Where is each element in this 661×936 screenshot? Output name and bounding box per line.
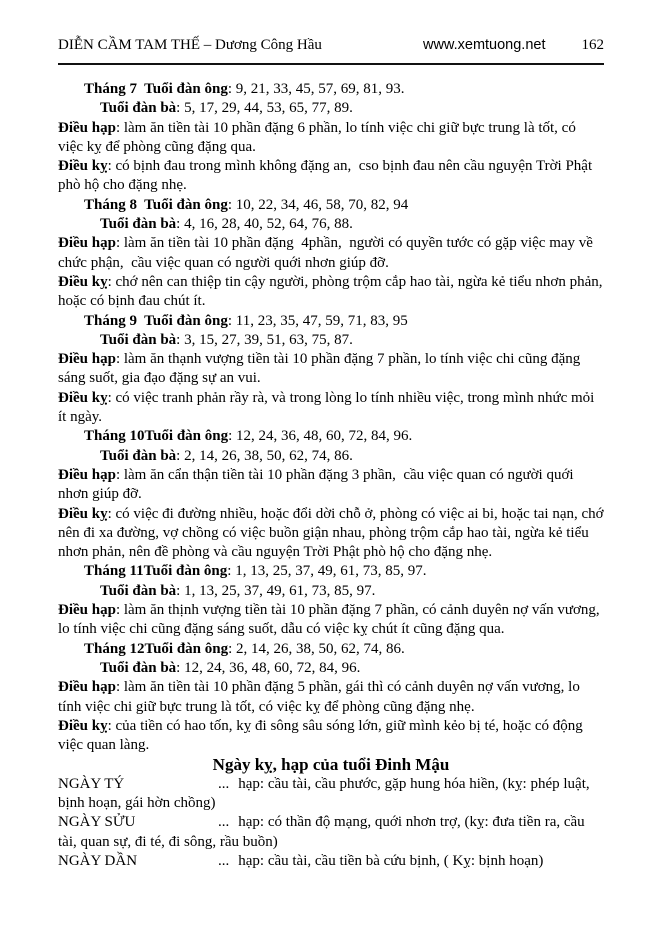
page-number: 162 (581, 37, 604, 53)
day-name: NGÀY SỬU (58, 814, 136, 831)
book-title: DIỄN CẦM TAM THẾ – Dương Công Hầu (58, 37, 322, 53)
month-block-7 (58, 80, 604, 196)
day-row-suu (58, 813, 604, 852)
days-section-heading: Ngày kỵ, hạp của tuổi Đinh Mậu (212, 755, 450, 775)
ky-paragraph (58, 389, 604, 428)
month-women-label: Tuổi đàn bà (100, 100, 177, 117)
day-text: hạp: có thần độ mạng, quới nhơn trợ, (kỵ: đưa tiền ra, cầu tài, quan sự, đi té, đi sông, rầu buồn) (58, 814, 589, 850)
ky-paragraph (58, 717, 604, 756)
day-dots: ... (218, 775, 230, 792)
hap-text: : làm ăn tiền tài 10 phần đặng 6 phần, lo tính việc chi giữ bực trung là tốt, có việc kỵ để phòng cũng đặng qua. (58, 119, 580, 155)
website-url: www.xemtuong.net (422, 37, 546, 53)
hap-paragraph (58, 119, 604, 158)
ky-label: Điều kỵ (58, 273, 108, 290)
hap-paragraph (58, 466, 604, 505)
month-women-values: : 4, 16, 28, 40, 52, 64, 76, 88. (176, 216, 353, 233)
hap-label: Điều hạp (58, 679, 116, 696)
month-women-line (58, 582, 604, 601)
ky-paragraph (58, 505, 608, 563)
day-row-ty (58, 775, 604, 814)
month-men-values: : 11, 23, 35, 47, 59, 71, 83, 95 (227, 312, 408, 329)
page-header (58, 36, 604, 55)
hap-text: : làm ăn tiền tài 10 phần đặng 5 phần, gái thì có cảnh duyên nợ vấn vương, lo tính việc chi giữ bực trung là tốt, có việc kỵ để phòng cũng đặng nhẹ. (58, 679, 584, 715)
day-name: NGÀY DẦN (58, 853, 138, 870)
day-text: hạp: cầu tài, cầu tiền bà cứu bịnh, ( Kỵ: bịnh hoạn) (238, 853, 544, 870)
month-women-values: : 12, 24, 36, 48, 60, 72, 84, 96. (176, 659, 361, 676)
month-block-12 (58, 640, 604, 756)
hap-text: : làm ăn thịnh vượng tiền tài 10 phần đặng 7 phần, có cảnh duyên nợ vấn vương, lo tính việc chi cũng đặng sáng suốt, dẫu có việc kỵ chút ít cũng đặng qua. (58, 602, 604, 638)
ky-text: : có việc đi đường nhiều, hoặc đổi dời chỗ ở, phòng có việc ai bi, hoặc tai nạn, chớ nên đi xa đường, vợ chồng có việc buồn giận nhau, phòng trộm cắp hao tài, ngừa kẻ tiểu nhơn phản, nên đề phòng và cầu nguyện Trời Phật phò hộ cho đặng nhẹ. (58, 505, 608, 561)
ky-text: : có bịnh đau trong mình không đặng an, cso bịnh đau nên cầu nguyện Trời Phật phò hộ cho đặng nhẹ. (58, 158, 596, 194)
ky-label: Điều kỵ (58, 158, 108, 175)
month-women-label: Tuổi đàn bà (100, 447, 177, 464)
month-men-heading: Tháng 12Tuổi đàn ông (84, 640, 229, 657)
ky-paragraph (58, 273, 607, 312)
month-men-line (58, 562, 604, 581)
day-text: hạp: cầu tài, cầu phước, gặp hung hóa hiền, (kỵ: phép luật, bịnh hoạn, gái hờn chồng) (58, 775, 594, 812)
day-dots: ... (218, 853, 230, 870)
day-name: NGÀY TÝ (58, 775, 125, 792)
month-men-line (58, 427, 604, 446)
month-women-line (58, 99, 604, 118)
hap-label: Điều hạp (58, 602, 116, 619)
month-block-9 (58, 312, 604, 428)
month-men-values: : 2, 14, 26, 38, 50, 62, 74, 86. (228, 640, 405, 657)
month-women-label: Tuổi đàn bà (100, 331, 177, 348)
month-men-heading: Tháng 7 Tuổi đàn ông (84, 81, 228, 97)
hap-label: Điều hạp (58, 235, 116, 252)
month-block-10 (58, 427, 608, 562)
month-men-values: : 1, 13, 25, 37, 49, 61, 73, 85, 97. (227, 563, 427, 580)
ky-text: : của tiền có hao tốn, kỵ đi sông sâu sóng lớn, giữ mình kẻo bị té, hoặc có động việc quan làng. (58, 717, 587, 754)
day-row-dan (58, 852, 604, 871)
month-men-heading: Tháng 9 Tuổi đàn ông (84, 312, 228, 329)
hap-paragraph (58, 678, 604, 717)
hap-paragraph (58, 601, 604, 640)
month-block-11 (58, 562, 604, 639)
ky-label: Điều kỵ (58, 505, 108, 522)
month-men-heading: Tháng 11Tuổi đàn ông (84, 563, 228, 580)
hap-text: : làm ăn thạnh vượng tiền tài 10 phần đặng 7 phần, lo tính việc chi cũng đặng sáng suốt, gia đạo đặng sự an vui. (58, 351, 584, 387)
month-women-label: Tuổi đàn bà (100, 659, 177, 676)
month-women-line (58, 659, 604, 678)
month-men-values: : 10, 22, 34, 46, 58, 70, 82, 94 (227, 196, 409, 213)
month-women-line (58, 447, 604, 466)
month-men-heading: Tháng 8 Tuổi đàn ông (84, 196, 228, 213)
month-men-values: : 12, 24, 36, 48, 60, 72, 84, 96. (228, 428, 413, 445)
month-men-values: : 9, 21, 33, 45, 57, 69, 81, 93. (227, 81, 405, 97)
month-women-label: Tuổi đàn bà (100, 216, 177, 233)
month-women-line (58, 331, 604, 350)
month-women-label: Tuổi đàn bà (100, 582, 177, 599)
month-men-line (58, 640, 604, 659)
hap-label: Điều hạp (58, 466, 116, 483)
month-women-line (58, 215, 604, 234)
month-women-values: : 1, 13, 25, 37, 49, 61, 73, 85, 97. (176, 582, 376, 599)
day-dots: ... (218, 814, 230, 831)
ky-label: Điều kỵ (58, 389, 108, 406)
month-women-values: : 2, 14, 26, 38, 50, 62, 74, 86. (176, 447, 353, 464)
month-block-8 (58, 196, 607, 312)
ky-paragraph (58, 157, 604, 196)
hap-paragraph (58, 234, 604, 273)
month-women-values: : 3, 15, 27, 39, 51, 63, 75, 87. (176, 331, 353, 348)
hap-text: : làm ăn cẩn thận tiền tài 10 phần đặng 3 phần, cầu việc quan có người quới nhơn giúp đỡ. (58, 466, 578, 503)
ky-text: : chớ nên can thiệp tin cậy người, phòng trộm cắp hao tài, ngừa kẻ tiểu nhơn phản, hoặc có bịnh đau chút ít. (58, 273, 607, 310)
month-men-line (58, 196, 604, 215)
hap-text: : làm ăn tiền tài 10 phần đặng 4phần, người có quyền tước có gặp việc may về chức phận, cầu việc quan có người quới nhơn giúp đỡ. (58, 235, 597, 271)
month-men-heading: Tháng 10Tuổi đàn ông (84, 428, 229, 445)
hap-paragraph (58, 350, 604, 389)
page-content (58, 80, 608, 871)
ky-label: Điều kỵ (58, 717, 108, 734)
ky-text: : có việc tranh phản rầy rà, và trong lòng lo tính nhiều việc, trong mình nhức mỏi ít ngày. (58, 389, 599, 426)
hap-label: Điều hạp (58, 351, 116, 368)
month-men-line (58, 80, 604, 99)
hap-label: Điều hạp (58, 119, 116, 136)
month-men-line (58, 312, 604, 331)
header-rule (58, 63, 604, 65)
month-women-values: : 5, 17, 29, 44, 53, 65, 77, 89. (176, 100, 353, 117)
